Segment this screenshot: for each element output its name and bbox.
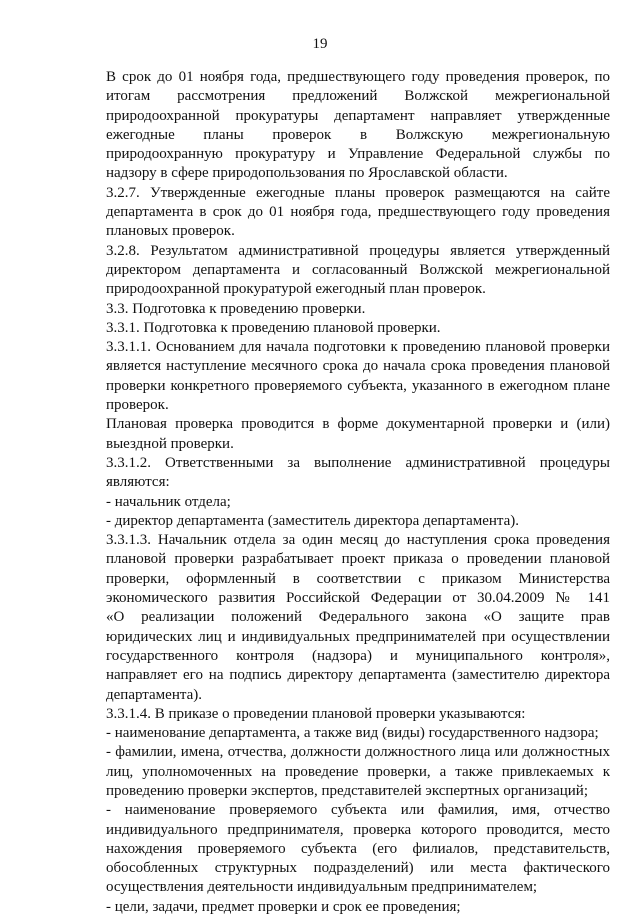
paragraph-intro [106, 68, 610, 184]
text-line: проверки конкретного проверяемого субъекта, указанного в ежегодном плане [106, 377, 610, 394]
paragraph-p-3-2-8 [106, 242, 610, 300]
paragraph-p-3-3-1 [106, 319, 610, 338]
text-line: Плановая проверка проводится в форме документарной проверки и (или) [106, 416, 610, 433]
text-line: плановых проверок. [106, 223, 235, 240]
text-line: - цели, задачи, предмет проверки и срок ее проведения; [106, 898, 461, 915]
text-line: 3.3.1.1. Основанием для начала подготовки к проведению плановой проверки [106, 339, 610, 356]
text-line: является наступление месячного срока до начала срока проведения плановой [106, 358, 610, 375]
text-line: департамента). [106, 686, 202, 703]
document-body [106, 68, 610, 917]
text-line: нахождения проверяемого субъекта (его филиалов, представительств, [106, 840, 610, 857]
text-line: осуществления деятельности индивидуальным предпринимателем; [106, 879, 538, 896]
text-line: проведению проверки экспертов, представителей экспертных организаций; [106, 782, 588, 799]
text-line: ежегодные планы проверок в Волжскую межрегиональную [106, 126, 610, 143]
text-line: - начальник отдела; [106, 493, 231, 510]
text-line: 3.3.1.4. В приказе о проведении плановой проверки указываются: [106, 705, 526, 722]
paragraph-p-resp-1 [106, 493, 610, 512]
text-line: 3.3.1. Подготовка к проведению плановой проверки. [106, 319, 441, 336]
paragraph-p-3-3-1-2 [106, 454, 610, 493]
paragraph-p-item-4 [106, 898, 610, 917]
text-line: проверок. [106, 397, 169, 414]
paragraph-p-3-3 [106, 300, 610, 319]
paragraph-p-form [106, 415, 610, 454]
text-line: 3.2.8. Результатом административной процедуры является утвержденный [106, 242, 610, 259]
text-line: природоохранной прокуратурой ежегодный план проверок. [106, 281, 486, 298]
text-line: 3.3.1.3. Начальник отдела за один месяц до наступления срока проведения [106, 532, 610, 549]
text-line: 3.3. Подготовка к проведению проверки. [106, 300, 366, 317]
text-line: юридических лиц и индивидуальных предпринимателей при осуществлении [106, 628, 610, 645]
text-line: итогам рассмотрения предложений Волжской межрегиональной [106, 88, 610, 105]
text-line: плановой проверки разрабатывает проект приказа о проведении плановой [106, 551, 610, 568]
text-line: выездной проверки. [106, 435, 234, 452]
text-line: директором департамента и согласованный Волжской межрегиональной [106, 261, 610, 278]
paragraph-p-3-3-1-3 [106, 531, 610, 705]
paragraph-p-3-2-7 [106, 184, 610, 242]
page-number: 19 [312, 36, 328, 52]
paragraph-p-item-1 [106, 724, 610, 743]
text-line: - наименование департамента, а также вид (виды) государственного надзора; [106, 725, 599, 742]
text-line: - директор департамента (заместитель директора департамента). [106, 512, 520, 529]
text-line: департамента в срок до 01 ноября года, предшествующего году проведения [106, 204, 610, 221]
text-line: природоохранной прокуратуры департамент направляет утвержденные [106, 107, 610, 124]
text-line: природоохранную прокуратуру и Управление Федеральной службы по [106, 146, 610, 163]
text-line: 3.2.7. Утвержденные ежегодные планы проверок размещаются на сайте [106, 184, 610, 201]
text-line: - фамилии, имена, отчества, должности должностного лица или должностных [106, 744, 610, 761]
text-line: обособленных структурных подразделений) или места фактического [106, 860, 610, 877]
text-line: надзору в сфере природопользования по Ярославской области. [106, 165, 508, 182]
paragraph-p-3-3-1-4 [106, 705, 610, 724]
text-line: являются: [106, 474, 170, 491]
text-line: В срок до 01 ноября года, предшествующего году проведения проверок, по [106, 69, 610, 85]
paragraph-p-3-3-1-1 [106, 338, 610, 415]
text-line: индивидуального предпринимателя, проверка которого проводится, место [106, 821, 610, 838]
paragraph-p-resp-2 [106, 512, 610, 531]
text-line: направляет его на подпись директору департамента (заместителю директора [106, 667, 610, 684]
paragraph-p-item-2 [106, 743, 610, 801]
text-line: - наименование проверяемого субъекта или фамилия, имя, отчество [106, 802, 610, 819]
text-line: лиц, уполномоченных на проведение проверки, а также привлекаемых к [106, 763, 610, 780]
text-line: 3.3.1.2. Ответственными за выполнение административной процедуры [106, 454, 610, 471]
text-line: «О реализации положений Федерального закона «О защите прав [106, 609, 610, 626]
text-line: государственного контроля (надзора) и муниципального контроля», [106, 647, 610, 664]
text-line: экономического развития Российской Федерации от 30.04.2009 № 141 [106, 590, 610, 607]
paragraph-p-item-3 [106, 801, 610, 897]
text-line: проверки, оформленный в соответствии с приказом Министерства [106, 570, 610, 587]
